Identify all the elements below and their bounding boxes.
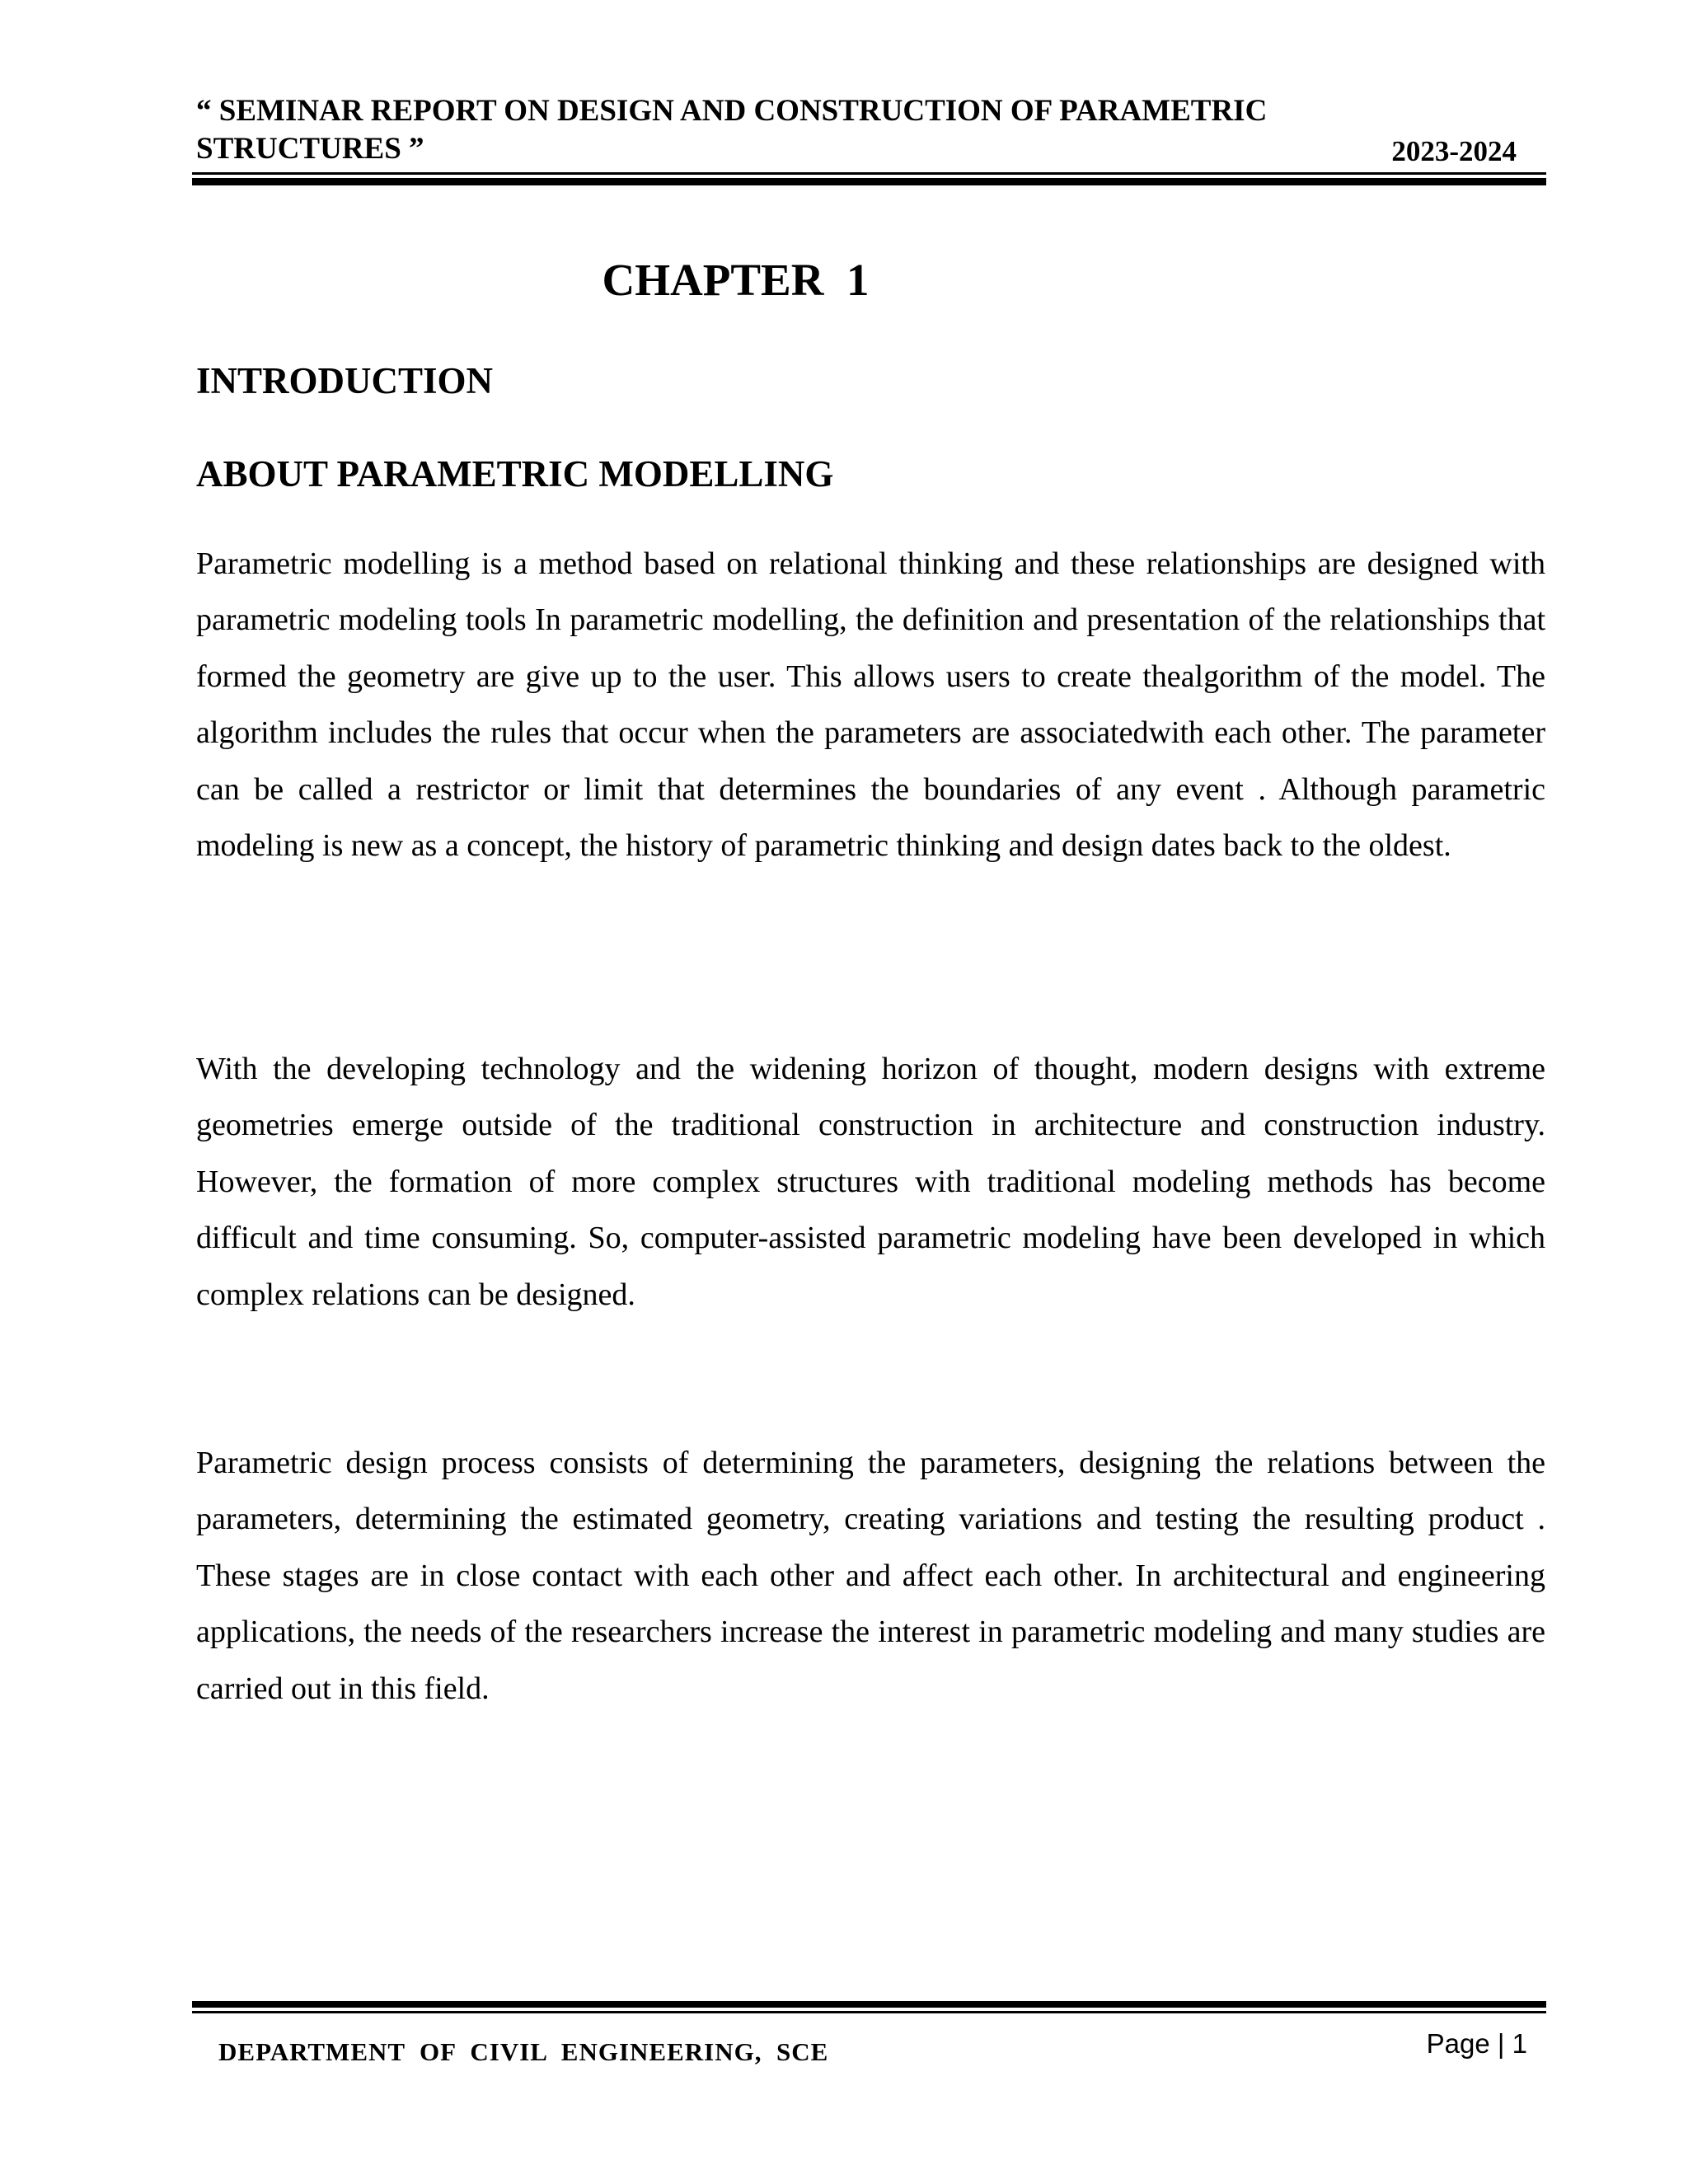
page-header: [196, 92, 1548, 171]
page-number: Page | 1: [1426, 2028, 1527, 2059]
header-divider-thin: [192, 172, 1546, 175]
section-title: INTRODUCTION: [196, 360, 494, 401]
department-name: DEPARTMENT OF CIVIL ENGINEERING, SCE: [218, 2037, 829, 2066]
chapter-heading: CHAPTER 1: [602, 255, 870, 305]
subsection-title: ABOUT PARAMETRIC MODELLING: [196, 453, 834, 494]
report-title: “ SEMINAR REPORT ON DESIGN AND CONSTRUCTION OF PARAMETRIC STRUCTURES ”: [196, 94, 1268, 166]
footer-divider-thin: [192, 2011, 1546, 2013]
academic-year: 2023-2024: [1391, 135, 1517, 167]
footer-divider-thick: [192, 2001, 1546, 2008]
header-divider-thick: [192, 178, 1546, 185]
body-paragraph: Parametric design process consists of determining the parameters, designing the relations between the parameters, determining the estimated geometry, creating variations and testing the resulting product . These stages are in close contact with each other and affect each other. In architectural and engineering applications, the needs of the researchers increase the interest in parametric modeling and many studies are carried out in this field.: [196, 1446, 1545, 1706]
body-paragraph: With the developing technology and the widening horizon of thought, modern designs with extreme geometries emerge outside of the traditional construction in architecture and construction industry. However, the formation of more complex structures with traditional modeling methods has become difficult and time consuming. So, computer-assisted parametric modeling have been developed in which complex relations can be designed.: [196, 1052, 1545, 1312]
body-paragraph: Parametric modelling is a method based on relational thinking and these relationships are designed with parametric modeling tools In parametric modelling, the definition and presentation of the relationships that formed the geometry are give up to the user. This allows users to create thealgorithm of the model. The algorithm includes the rules that occur when the parameters are associatedwith each other. The parameter can be called a restrictor or limit that determines the boundaries of any event . Although parametric modeling is new as a concept, the history of parametric thinking and design dates back to the oldest.: [196, 546, 1545, 864]
